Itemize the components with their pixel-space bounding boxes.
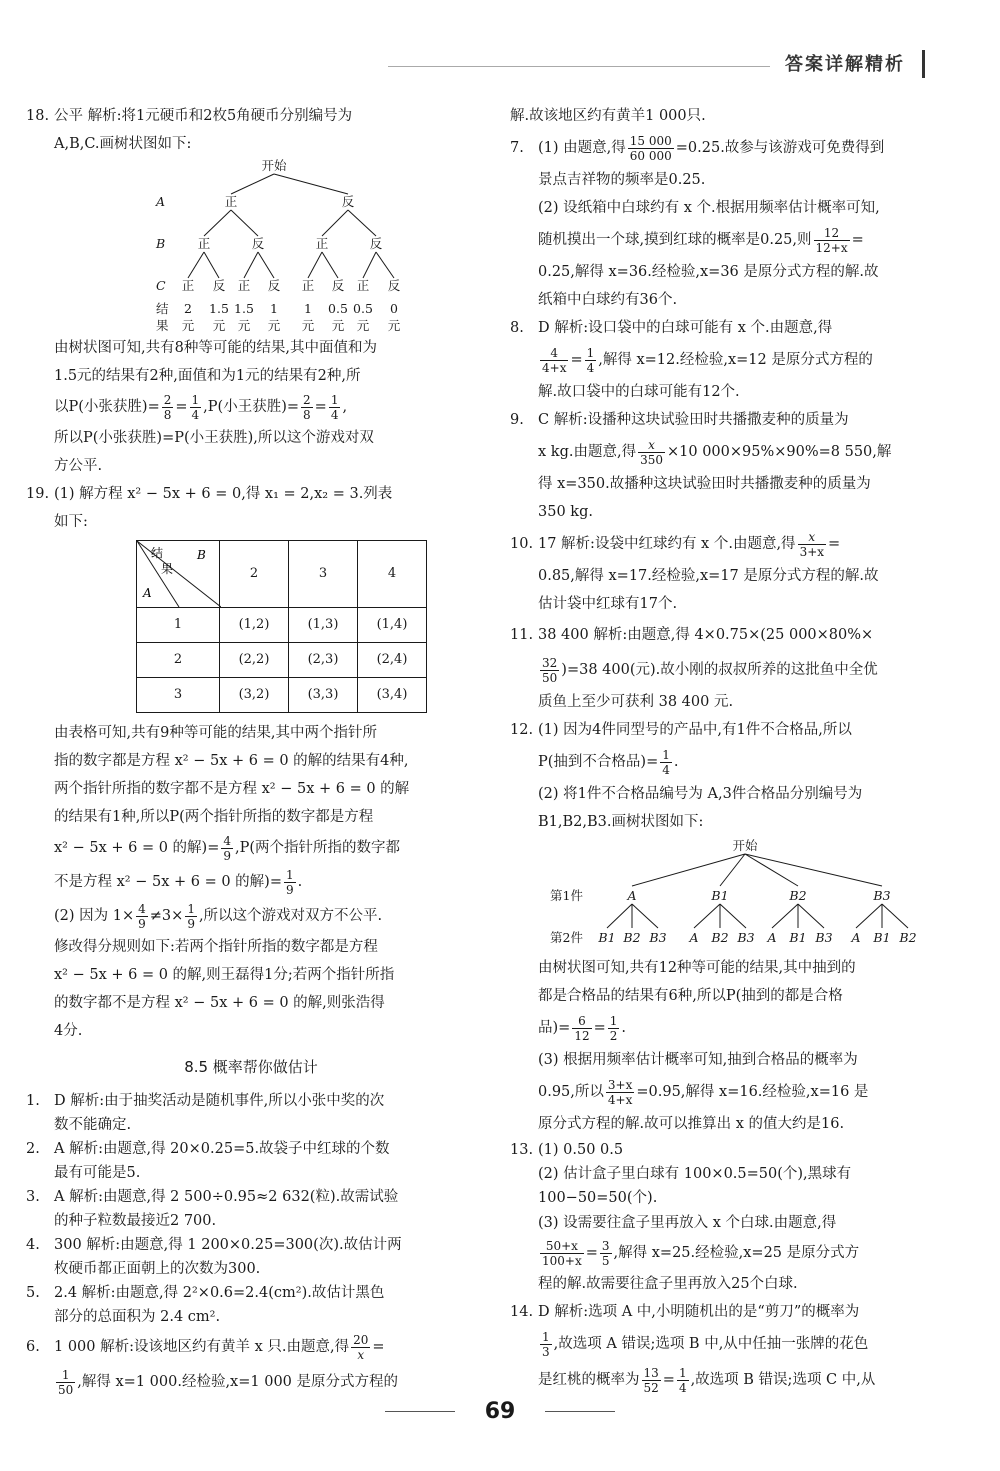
q12-line8: (3) 根据用频率估计概率可知,抽到合格品的概率为 — [538, 1052, 858, 1068]
frac-1-50: $\frac{1}{50}$ — [58, 1367, 74, 1397]
table-cell: (1,4) — [358, 608, 427, 643]
frac-20-x: $\frac{20}{x}$ — [353, 1332, 369, 1362]
tree-b-3: 反 — [369, 236, 383, 251]
row-header: 3 — [137, 678, 220, 713]
tree2-first-1: B1 — [711, 888, 729, 903]
q13-line6: 程的解.故需要往盒子里再放入25个白球. — [538, 1276, 798, 1292]
product-tree-diagram — [510, 836, 935, 954]
result-6: 0.5 — [353, 301, 373, 316]
row-header: 2 — [137, 643, 220, 678]
tree2-second: B2 — [899, 930, 917, 945]
unit-6: 元 — [356, 318, 370, 333]
q13-line5: $\frac{50+x}{100+x}$ = $\frac{3}{5}$ ,解得 x=25.经检验,x=25 是原分式方 — [542, 1238, 860, 1268]
coin-tree-diagram — [26, 158, 466, 308]
table-cell: (2,4) — [358, 643, 427, 678]
table-row — [137, 608, 427, 643]
tree-root: 开始 — [261, 158, 287, 173]
q18-line3: 由树状图可知,共有8种等可能的结果,其中面值和为 — [54, 340, 377, 356]
item-4: 4. 300 解析:由题意,得 1 200×0.25=300(次).故估计两 枚硬币都正面朝上的次数为300. — [26, 1237, 402, 1277]
corner-res-label-1: 结 — [151, 546, 164, 560]
header-rule — [388, 66, 770, 67]
q19-line2: 如下: — [54, 514, 88, 530]
tree2-second: B3 — [815, 930, 833, 945]
tree2-root: 开始 — [732, 838, 758, 853]
q19-line7: x² − 5x + 6 = 0 的解)= $\frac{4}{9}$ ,P(两个指针所指的数字都 — [54, 833, 401, 863]
result-7: 0 — [390, 301, 398, 316]
q11-line2: $\frac{32}{50}$ )=38 400(元).故小刚的叔叔所养的这批鱼中全优 — [542, 655, 878, 685]
frac-1-4b: $\frac{1}{4}$ — [330, 392, 339, 422]
tree-b-2: 正 — [315, 236, 329, 251]
item-2: 2. A 解析:由题意,得 20×0.25=5.故袋子中红球的个数 最有可能是5. — [26, 1141, 390, 1181]
q19-line6: 的结果有1种,所以P(两个指针所指的数字都是方程 — [54, 809, 374, 825]
tree-c-1: 反 — [212, 278, 226, 293]
right-column — [510, 102, 935, 1398]
q8-line2: $\frac{4}{4+x}$ = $\frac{1}{4}$ ,解得 x=12.经检验,x=12 是原分式方程的 — [542, 345, 873, 375]
q7-line5: 0.25,解得 x=36.经检验,x=36 是原分式方程的解.故 — [538, 264, 879, 280]
tree-c-3: 反 — [267, 278, 281, 293]
tree2-second: B1 — [598, 930, 616, 945]
tree-level-a: A — [156, 194, 166, 209]
table-cell: (2,2) — [220, 643, 289, 678]
frac-4-9: $\frac{4}{9}$ — [223, 833, 232, 863]
corner-b-label: B — [197, 548, 206, 562]
tree2-second: A — [767, 930, 777, 945]
frac-2-8b: $\frac{2}{8}$ — [303, 392, 311, 422]
section-title: 8.5 概率帮你做估计 — [184, 1058, 318, 1076]
table-cell: (3,2) — [220, 678, 289, 713]
result-4: 1 — [304, 301, 312, 316]
q10-line3: 估计袋中红球有17个. — [538, 596, 678, 612]
frac-4-4x: $\frac{4}{4+x}$ — [542, 345, 567, 375]
page-number: 69 — [484, 1399, 516, 1424]
table-cell: (2,3) — [289, 643, 358, 678]
table-cell: (1,2) — [220, 608, 289, 643]
q13-line4: (3) 设需要往盒子里再放入 x 个白球.由题意,得 — [538, 1215, 837, 1231]
unit-0: 元 — [181, 318, 195, 333]
q7-line4: 随机摸出一个球,摸到红球的概率是0.25,则 $\frac{12}{12+x}$ = — [538, 225, 864, 255]
frac-1-3: $\frac{1}{3}$ — [542, 1329, 550, 1359]
frac-50x-100x: $\frac{50+x}{100+x}$ — [542, 1238, 582, 1268]
frac-1-2: $\frac{1}{2}$ — [609, 1013, 618, 1043]
q19-line3: 由表格可知,共有9种等可能的结果,其中两个指针所 — [54, 725, 377, 741]
tree-b-1: 反 — [251, 236, 265, 251]
q19-line9: (2) 因为 1× $\frac{4}{9}$ ≠3× $\frac{1}{9}$ ,所以这个游戏对双方不公平. — [54, 901, 383, 931]
tree-a-1: 反 — [341, 194, 355, 209]
q12-line7: 品)= $\frac{6}{12}$ = $\frac{1}{2}$ . — [538, 1013, 626, 1043]
frac-x-3x: $\frac{x}{3+x}$ — [799, 529, 825, 559]
q13-line1: 13. (1) 0.50 0.5 — [510, 1142, 624, 1158]
q12-line4: B1,B2,B3.画树状图如下: — [538, 814, 704, 830]
tree2-second: B3 — [737, 930, 755, 945]
q6-continuation: 解.故该地区约有黄羊1 000只. — [510, 108, 706, 124]
q9-line2: x kg.由题意,得 $\frac{x}{350}$ ×10 000×95%×90%=8 550,解 — [538, 437, 892, 467]
result-table — [136, 540, 427, 713]
frac-1-9b: $\frac{1}{9}$ — [187, 901, 195, 931]
q18-line6: 所以P(小张获胜)=P(小王获胜),所以这个游戏对双 — [54, 430, 374, 446]
q6-line1: 6. 1 000 解析:设该地区约有黄羊 x 只.由题意,得 $\frac{20}{x}$ = — [26, 1332, 385, 1362]
tree2-level2: 第2件 — [550, 930, 583, 945]
q19-line5: 两个指针所指的数字都不是方程 x² − 5x + 6 = 0 的解 — [54, 781, 410, 797]
q7-line2: 景点吉祥物的频率是0.25. — [538, 172, 706, 188]
frac-1-4r: $\frac{1}{4}$ — [586, 345, 595, 375]
q13-line3: 100−50=50(个). — [538, 1190, 658, 1206]
unit-2: 元 — [237, 318, 251, 333]
unit-4: 元 — [301, 318, 315, 333]
header-title: 答案详解精析 — [785, 54, 905, 75]
tree-c-4: 正 — [301, 278, 315, 293]
q18-line2: A,B,C.画树状图如下: — [54, 136, 192, 152]
result-2: 1.5 — [234, 301, 254, 316]
q19-line12: 的数字都不是方程 x² − 5x + 6 = 0 的解,则张浩得 — [54, 995, 385, 1011]
q12-line9: 0.95,所以 $\frac{3+x}{4+x}$ =0.95,解得 x=16.经检验,x=16 是 — [538, 1077, 869, 1107]
q12-line3: (2) 将1件不合格品编号为 A,3件合格品分别编号为 — [538, 786, 863, 802]
tree2-second: B2 — [711, 930, 729, 945]
frac-12-12x: $\frac{12}{12+x}$ — [815, 225, 848, 255]
q18-line1: 18. 公平 解析:将1元硬币和2枚5角硬币分别编号为 — [26, 108, 353, 124]
result-1: 1.5 — [209, 301, 229, 316]
q19-line11: x² − 5x + 6 = 0 的解,则王磊得1分;若两个指针所指 — [54, 967, 395, 983]
col-header-2: 4 — [358, 541, 427, 608]
tree2-second: B3 — [649, 930, 667, 945]
unit-5: 元 — [331, 318, 345, 333]
tree2-second: B1 — [873, 930, 891, 945]
table-row — [137, 643, 427, 678]
tree-c-0: 正 — [181, 278, 195, 293]
tree-c-2: 正 — [237, 278, 251, 293]
q10-line2: 0.85,解得 x=17.经检验,x=17 是原分式方程的解.故 — [538, 568, 879, 584]
q18-line4: 1.5元的结果有2种,面值和为1元的结果有2种,所 — [54, 368, 361, 384]
frac-13-52: $\frac{13}{52}$ — [643, 1365, 659, 1395]
q12-line10: 原分式方程的解.故可以推算出 x 的值大约是16. — [538, 1116, 845, 1132]
tree-c-7: 反 — [387, 278, 401, 293]
q13-line2: (2) 估计盒子里白球有 100×0.5=50(个),黑球有 — [538, 1166, 852, 1182]
frac-2-8: $\frac{2}{8}$ — [163, 392, 172, 422]
frac-x-350: $\frac{x}{350}$ — [640, 437, 663, 467]
row-header: 1 — [137, 608, 220, 643]
unit-7: 元 — [387, 318, 401, 333]
tree2-level1: 第1件 — [550, 888, 583, 903]
q19-line13: 4分. — [54, 1023, 83, 1039]
frac-6-12: $\frac{6}{12}$ — [574, 1013, 590, 1043]
q12-line5: 由树状图可知,共有12种等可能的结果,其中抽到的 — [538, 960, 856, 976]
q6-line2: $\frac{1}{50}$ ,解得 x=1 000.经检验,x=1 000 是原分式方程的 — [58, 1367, 399, 1397]
table-corner — [137, 541, 220, 608]
result-0: 2 — [184, 301, 192, 316]
q9-line3: 得 x=350.故播种这块试验田时共播撒麦种的质量为 — [538, 476, 871, 492]
q14-line1: 14. D 解析:选项 A 中,小明随机出的是“剪刀”的概率为 — [510, 1304, 860, 1320]
q7-line3: (2) 设纸箱中白球约有 x 个.根据用频率估计概率可知, — [538, 200, 880, 216]
q18-line7: 方公平. — [54, 458, 103, 474]
q19-line8: 不是方程 x² − 5x + 6 = 0 的解)= $\frac{1}{9}$ . — [54, 867, 303, 897]
frac-15000-60000: $\frac{15 000}{60 000}$ — [629, 133, 672, 163]
frac-3x-4x: $\frac{3+x}{4+x}$ — [607, 1077, 633, 1107]
result-label-1: 结 — [156, 301, 169, 316]
tree-level-c: C — [156, 278, 166, 293]
result-3: 1 — [270, 301, 278, 316]
corner-a-label: A — [143, 586, 152, 600]
col-header-1: 3 — [289, 541, 358, 608]
unit-1: 元 — [212, 318, 226, 333]
table-cell: (1,3) — [289, 608, 358, 643]
tree-b-0: 正 — [197, 236, 211, 251]
q10-line1: 10. 17 解析:设袋中红球约有 x 个.由题意,得 $\frac{x}{3+x}$ = — [510, 529, 841, 559]
q7-line6: 纸箱中白球约有36个. — [538, 292, 678, 308]
tree2-second: B1 — [789, 930, 807, 945]
q19-line4: 指的数字都是方程 x² − 5x + 6 = 0 的解的结果有4种, — [54, 753, 409, 769]
item-5: 5. 2.4 解析:由题意,得 2²×0.6=2.4(cm²).故估计黑色 部分的总面积为 2.4 cm². — [26, 1285, 385, 1325]
frac-4-9b: $\frac{4}{9}$ — [138, 901, 146, 931]
item-1: 1. D 解析:由于抽奖活动是随机事件,所以小张中奖的次 数不能确定. — [26, 1093, 385, 1133]
frac-32-50: $\frac{32}{50}$ — [542, 655, 558, 685]
tree-c-5: 反 — [331, 278, 345, 293]
page-number-rule-right — [545, 1411, 615, 1412]
q19-line1: 19. (1) 解方程 x² − 5x + 6 = 0,得 x₁ = 2,x₂ = 3.列表 — [26, 486, 393, 502]
q11-line1: 11. 38 400 解析:由题意,得 4×0.75×(25 000×80%× — [510, 627, 874, 643]
frac-1-9: $\frac{1}{9}$ — [285, 867, 294, 897]
q12-line2: P(抽到不合格品)= $\frac{1}{4}$ . — [538, 747, 679, 777]
q9-line1: 9. C 解析:设播种这块试验田时共播撒麦种的质量为 — [510, 412, 849, 428]
coin-tree-results — [26, 300, 466, 334]
q19-line10: 修改得分规则如下:若两个指针所指的数字都是方程 — [54, 939, 378, 955]
q18-line5: 以P(小张获胜)= $\frac{2}{8}$ = $\frac{1}{4}$ ,P(小王获胜)= $\frac{2}{8}$ = $\frac{1}{4}$ , — [54, 392, 348, 422]
tree-a-0: 正 — [224, 194, 238, 209]
tree2-second: B2 — [623, 930, 641, 945]
q12-line1: 12. (1) 因为4件同型号的产品中,有1件不合格品,所以 — [510, 722, 852, 738]
left-column — [26, 102, 476, 1399]
tree-c-6: 正 — [356, 278, 370, 293]
table-row — [137, 678, 427, 713]
frac-1-4t: $\frac{1}{4}$ — [678, 1365, 687, 1395]
q14-line2: $\frac{1}{3}$ ,故选项 A 错误;选项 B 中,从中任抽一张牌的花色 — [542, 1329, 869, 1359]
tree2-first-3: B3 — [873, 888, 891, 903]
q11-line3: 质鱼上至少可获利 38 400 元. — [538, 694, 734, 710]
unit-3: 元 — [267, 318, 281, 333]
tree2-second: A — [689, 930, 699, 945]
result-5: 0.5 — [328, 301, 348, 316]
col-header-0: 2 — [220, 541, 289, 608]
frac-1-4: $\frac{1}{4}$ — [191, 392, 200, 422]
frac-1-4s: $\frac{1}{4}$ — [662, 747, 670, 777]
item-3: 3. A 解析:由题意,得 2 500÷0.95≈2 632(粒).故需试验 的种子粒数最接近2 700. — [26, 1189, 399, 1229]
table-cell: (3,4) — [358, 678, 427, 713]
tree2-first-2: B2 — [789, 888, 807, 903]
tree2-second: A — [851, 930, 861, 945]
result-label-2: 果 — [156, 318, 169, 333]
corner-res-label-2: 果 — [161, 562, 174, 576]
table-cell: (3,3) — [289, 678, 358, 713]
frac-3-5: $\frac{3}{5}$ — [601, 1238, 610, 1268]
q12-line6: 都是合格品的结果有6种,所以P(抽到的都是合格 — [538, 988, 843, 1004]
q7-line1: 7. (1) 由题意,得 $\frac{15 000}{60 000}$ =0.25.故参与该游戏可免费得到 — [510, 133, 885, 163]
tree2-first-0: A — [627, 888, 637, 903]
tree-level-b: B — [156, 236, 166, 251]
q14-line3: 是红桃的概率为 $\frac{13}{52}$ = $\frac{1}{4}$ ,故选项 B 错误;选项 C 中,从 — [538, 1365, 876, 1395]
q9-line4: 350 kg. — [538, 504, 593, 520]
q8-line1: 8. D 解析:设口袋中的白球可能有 x 个.由题意,得 — [510, 320, 833, 336]
header-bar — [922, 50, 925, 78]
q8-line3: 解.故口袋中的白球可能有12个. — [538, 384, 740, 400]
